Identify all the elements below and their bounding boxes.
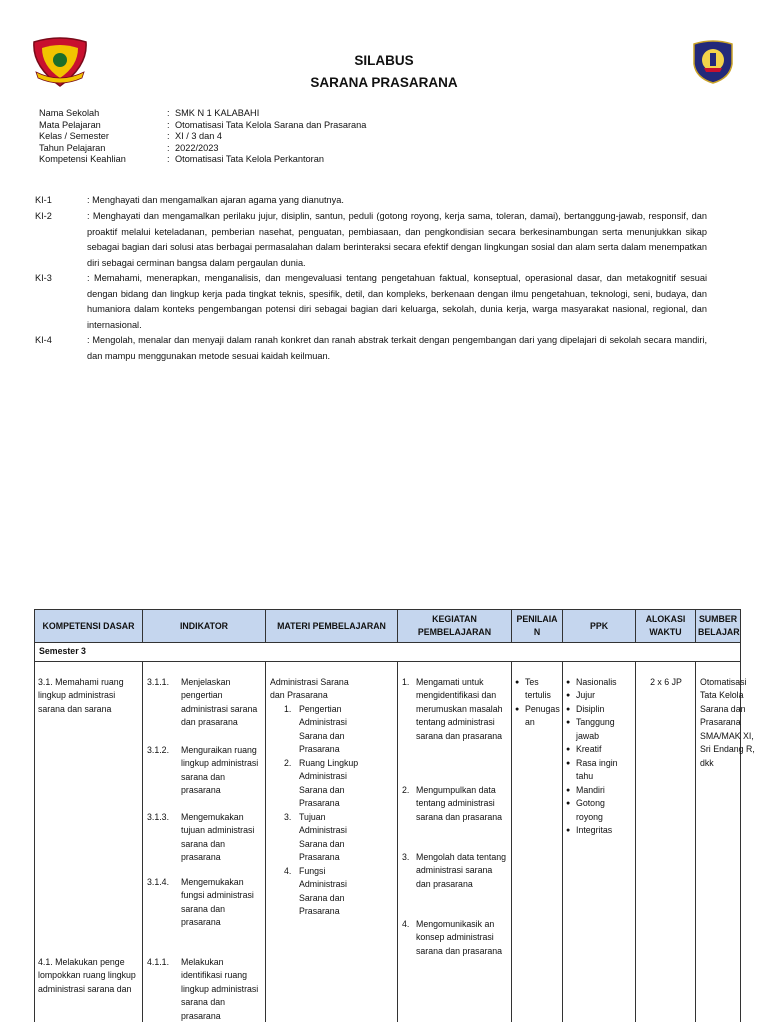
page-subtitle: SARANA PRASARANA bbox=[310, 75, 458, 90]
identity-label: Mata Pelajaran bbox=[39, 119, 101, 130]
materi-number: 2. bbox=[284, 757, 292, 768]
ki-code: KI-2 bbox=[35, 211, 52, 221]
identity-row bbox=[39, 108, 366, 120]
alokasi-value: 2 x 6 JP bbox=[650, 676, 682, 687]
indikator-item bbox=[147, 676, 263, 730]
materi-text: Ruang Lingkup Administrasi Sarana dan Prasarana bbox=[299, 757, 359, 808]
alokasi-cell bbox=[636, 661, 696, 1022]
kegiatan-number: 2. bbox=[402, 784, 410, 795]
identity-label: Kompetensi Keahlian bbox=[39, 154, 126, 165]
kegiatan-number: 4. bbox=[402, 918, 410, 929]
penilaian-item: ● Penugas an bbox=[515, 703, 561, 730]
identity-label: Kelas / Semester bbox=[39, 131, 109, 142]
sumber-cell bbox=[696, 661, 755, 1022]
materi-cell bbox=[266, 661, 398, 1022]
materi-item bbox=[284, 865, 364, 919]
column-header: MATERI PEMBELAJARAN bbox=[266, 610, 398, 643]
identity-separator: : bbox=[167, 119, 170, 130]
kegiatan-text: Mengumpulkan data tentang administrasi sarana dan prasarana bbox=[416, 784, 503, 822]
kegiatan-text: Mengamati untuk mengidentifikasi dan merumuskan masalah tentang administrasi sarana dan prasarana bbox=[416, 676, 503, 741]
kegiatan-cell bbox=[398, 661, 512, 1022]
indikator-item bbox=[147, 956, 263, 1024]
penilaian-item: ● Tes tertulis bbox=[515, 676, 561, 703]
identity-row bbox=[39, 143, 366, 155]
kegiatan-text: Mengolah data tentang administrasi sarana dan prasarana bbox=[416, 851, 506, 889]
materi-item bbox=[284, 757, 364, 811]
kegiatan-item bbox=[402, 784, 506, 825]
ki-paragraph bbox=[35, 193, 707, 209]
indikator-item bbox=[147, 876, 263, 930]
identity-separator: : bbox=[167, 142, 170, 153]
identity-label: Tahun Pelajaran bbox=[39, 142, 106, 153]
kd-text: Memahami ruang lingkup administrasi sarana dan sarana bbox=[38, 676, 124, 714]
ki-text: : Menghayati dan mengamalkan ajaran agama yang dianutnya. bbox=[87, 195, 344, 205]
ppk-item: ● Gotong royong bbox=[566, 797, 634, 824]
kd-text: Melakukan penge lompokkan ruang lingkup administrasi sarana dan bbox=[38, 956, 136, 994]
ppk-item: ● Jujur bbox=[566, 689, 634, 703]
ppk-item: ● Disiplin bbox=[566, 703, 634, 717]
kd-number: 4.1. bbox=[38, 956, 53, 967]
ki-paragraph bbox=[35, 271, 707, 333]
indikator-text: Melakukan identifikasi ruang lingkup administrasi sarana dan prasarana bbox=[181, 956, 259, 1021]
ki-code: KI-3 bbox=[35, 273, 52, 283]
ppk-item: ● Nasionalis bbox=[566, 676, 634, 690]
column-header: KEGIATAN PEMBELAJARAN bbox=[398, 610, 512, 643]
page-title: SILABUS bbox=[354, 53, 414, 68]
kegiatan-item bbox=[402, 851, 506, 892]
syllabus-table bbox=[34, 609, 755, 1022]
kd-item bbox=[38, 676, 140, 717]
semester-row bbox=[35, 643, 741, 662]
indikator-number: 3.1.3. bbox=[147, 811, 170, 822]
materi-number: 1. bbox=[284, 703, 292, 714]
identity-value: SMK N 1 KALABAHI bbox=[175, 108, 260, 118]
ppk-item: ● Mandiri bbox=[566, 784, 634, 798]
indikator-text: Mengemukakan tujuan administrasi sarana dan prasarana bbox=[181, 811, 255, 862]
kd-item bbox=[38, 956, 140, 997]
kd-cell bbox=[35, 661, 143, 1022]
identity-separator: : bbox=[167, 154, 170, 165]
indikator-text: Mengemukakan fungsi administrasi sarana dan prasarana bbox=[181, 876, 254, 927]
column-header: INDIKATOR bbox=[143, 610, 266, 643]
ki-text: : Mengolah, menalar dan menyaji dalam ranah konkret dan ranah abstrak terkait dengan pengembangan dari yang dipelajari di sekolah secara mandiri, dan mampu menggunakan metode sesuai kaidah keilmuan. bbox=[87, 335, 707, 361]
ki-code: KI-1 bbox=[35, 195, 52, 205]
identity-value: Otomatisasi Tata Kelola Perkantoran bbox=[175, 154, 324, 165]
ppk-cell bbox=[563, 661, 636, 1022]
indikator-number: 3.1.1. bbox=[147, 676, 170, 687]
table-row bbox=[35, 661, 741, 1022]
sumber-value: Otomatisasi Tata Kelola Sarana dan Prasarana SMA/MAK XI, Sri Endang R, dkk bbox=[700, 676, 755, 768]
identity-value: XI / 3 dan 4 bbox=[175, 131, 222, 142]
identity-label: Nama Sekolah bbox=[39, 108, 100, 118]
ppk-item: ● Kreatif bbox=[566, 743, 634, 757]
kegiatan-number: 3. bbox=[402, 851, 410, 862]
column-header: ALOKASI WAKTU bbox=[636, 610, 696, 643]
materi-number: 4. bbox=[284, 865, 292, 876]
penilaian-cell bbox=[512, 661, 563, 1022]
materi-item bbox=[284, 811, 364, 865]
identity-row bbox=[39, 154, 366, 166]
materi-item bbox=[284, 703, 364, 757]
indikator-number: 3.1.4. bbox=[147, 876, 170, 887]
semester-label: Semester 3 bbox=[35, 643, 741, 662]
identity-row bbox=[39, 131, 366, 143]
kegiatan-text: Mengomunikasik an konsep administrasi sarana dan prasarana bbox=[416, 918, 503, 956]
kd-number: 3.1. bbox=[38, 676, 53, 687]
indikator-item bbox=[147, 811, 263, 865]
identity-value: 2022/2023 bbox=[175, 142, 219, 153]
ki-paragraph bbox=[35, 333, 707, 364]
ki-text: : Menghayati dan mengamalkan perilaku jujur, disiplin, santun, peduli (gotong royong, kerja sama, toleran, damai), bertanggung-jawab, responsif, dan proaktif melalui keteladanan, pemberian nasehat, penguatan, pembiasaan, dan pengkondisian secara berkesinambungan serta menunjukkan sikap sebagai bagian dari solusi atas berbagai permasalahan dalam berinteraksi secara efektif dengan lingkungan sosial dan alam serta dalam menempatkan diri sebagai cerminan bangsa dalam pergaulan dunia. bbox=[87, 211, 707, 268]
ki-code: KI-4 bbox=[35, 335, 52, 345]
indikator-number: 4.1.1. bbox=[147, 956, 170, 967]
indikator-number: 3.1.2. bbox=[147, 744, 170, 755]
column-header: PPK bbox=[563, 610, 636, 643]
materi-intro: Administrasi Sarana dan Prasarana bbox=[270, 676, 349, 700]
kegiatan-item bbox=[402, 676, 506, 744]
column-header: PENILAIA N bbox=[512, 610, 563, 643]
materi-number: 3. bbox=[284, 811, 292, 822]
kegiatan-item bbox=[402, 918, 506, 959]
ki-text: : Memahami, menerapkan, menganalisis, dan mengevaluasi tentang pengetahuan faktual, konseptual, operasional dasar, dan metakognitif sesuai dengan bidang dan lingkup kerja pada tingkat teknis, spesifik, detil, dan kompleks, berkenaan dengan ilmu pengetahuan, teknologi, seni, budaya, dan humaniora dalam konteks pengembangan potensi diri sebagai bagian dari keluarga, sekolah, dunia kerja, warga masyarakat nasional, regional, dan internasional. bbox=[87, 273, 707, 330]
indikator-cell bbox=[143, 661, 266, 1022]
school-identity bbox=[39, 108, 366, 166]
kegiatan-number: 1. bbox=[402, 676, 410, 687]
materi-text: Pengertian Administrasi Sarana dan Prasarana bbox=[299, 703, 347, 754]
ppk-item: ● Tanggung jawab bbox=[566, 716, 634, 743]
ppk-item: ● Rasa ingin tahu bbox=[566, 757, 634, 784]
materi-text: Tujuan Administrasi Sarana dan Prasarana bbox=[299, 811, 347, 862]
identity-value: Otomatisasi Tata Kelola Sarana dan Prasarana bbox=[175, 119, 367, 130]
ki-paragraph bbox=[35, 209, 707, 271]
materi-text: Fungsi Administrasi Sarana dan Prasarana bbox=[299, 865, 347, 916]
identity-separator: : bbox=[167, 108, 170, 118]
indikator-item bbox=[147, 744, 263, 798]
identity-separator: : bbox=[167, 131, 170, 142]
indikator-text: Menguraikan ruang lingkup administrasi sarana dan prasarana bbox=[181, 744, 259, 795]
indikator-text: Menjelaskan pengertian administrasi sarana dan prasarana bbox=[181, 676, 258, 727]
column-header: SUMBER BELAJAR bbox=[696, 610, 741, 643]
identity-row bbox=[39, 120, 366, 132]
table-header-row bbox=[35, 610, 741, 643]
ppk-item: ● Integritas bbox=[566, 824, 634, 838]
column-header: KOMPETENSI DASAR bbox=[35, 610, 143, 643]
